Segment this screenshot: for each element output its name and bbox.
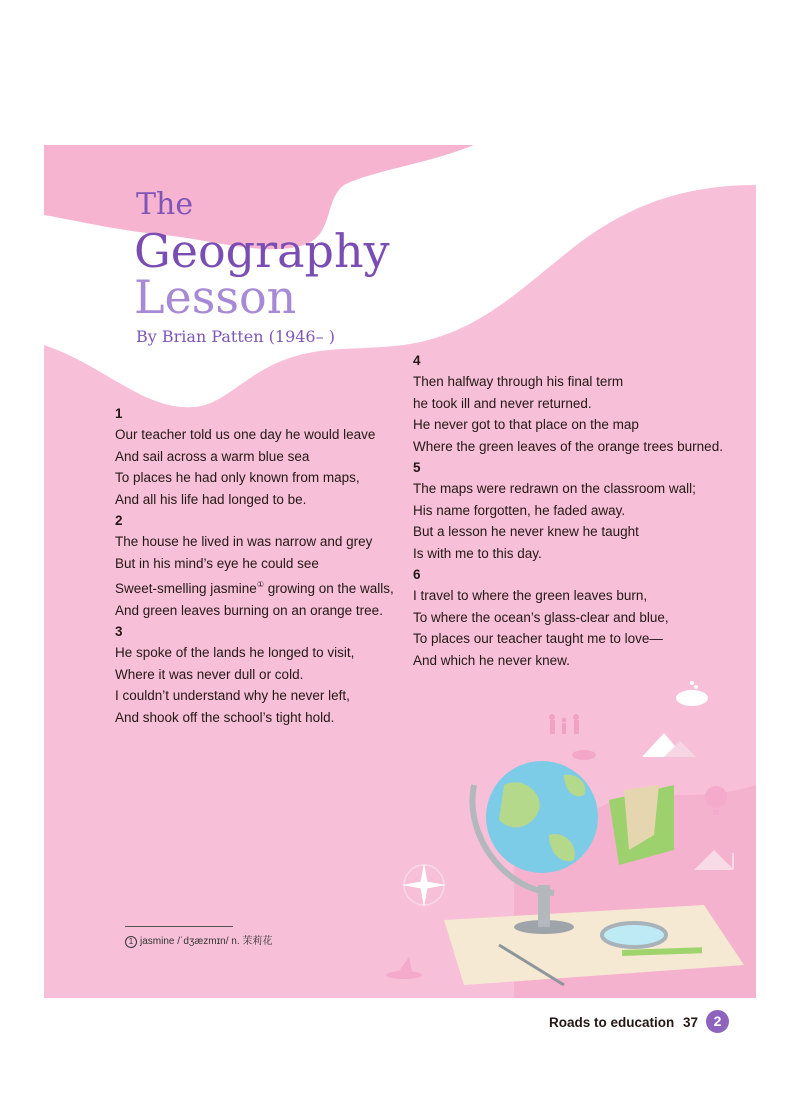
poem-line: He spoke of the lands he longed to visit, — [115, 645, 355, 661]
poem-line: he took ill and never returned. — [413, 395, 592, 411]
poem-line: Where the green leaves of the orange trees burned. — [413, 438, 723, 454]
poem-line-tail: growing on the walls, — [263, 581, 394, 597]
stanza-number: 4 — [413, 353, 421, 368]
poem-line: But a lesson he never knew he taught — [413, 524, 639, 540]
footnote-marker: ① — [256, 580, 264, 590]
poem-line: And all his life had longed to be. — [115, 491, 307, 507]
poem-column-left — [115, 403, 415, 728]
stanza-number: 6 — [413, 567, 421, 583]
magnifier-icon — [602, 923, 666, 947]
footnote-number: 1 — [125, 936, 137, 948]
poem-column-right — [413, 350, 753, 671]
poem-line: And sail across a warm blue sea — [115, 448, 310, 464]
poem-line-head: Sweet-smelling jasmine — [115, 581, 257, 597]
poem-line: The maps were redrawn on the classroom wall; — [413, 481, 696, 497]
section-title: Roads to education — [549, 1015, 675, 1030]
poem-line: I travel to where the green leaves burn, — [413, 588, 648, 604]
stanza-number: 3 — [115, 624, 123, 640]
poem-line: Is with me to this day. — [413, 545, 542, 561]
footnote-divider — [125, 926, 233, 927]
stanza-number: 5 — [413, 460, 421, 476]
poem-line: He never got to that place on the map — [413, 417, 639, 433]
poem-line: And shook off the school’s tight hold. — [115, 709, 335, 725]
poem-line: The house he lived in was narrow and grey — [115, 534, 373, 550]
title-lesson: Lesson — [134, 270, 297, 324]
cloud-icon — [572, 750, 596, 760]
footnote-text: jasmine /ˈdʒæzmɪn/ n. 茉莉花 — [140, 936, 273, 947]
poem-line: Our teacher told us one day he would leave — [115, 427, 376, 443]
poem-line: Where it was never dull or cold. — [115, 666, 304, 682]
stanza-number: 1 — [115, 406, 123, 421]
poem-line: To where the ocean’s glass-clear and blue, — [413, 609, 669, 625]
poem-line: I couldn’t understand why he never left, — [115, 688, 350, 704]
poem-line: And which he never knew. — [413, 652, 570, 668]
title-geography: Geography — [134, 224, 390, 278]
poem-line: To places he had only known from maps, — [115, 470, 360, 486]
poem-line: His name forgotten, he faded away. — [413, 502, 626, 518]
stanza-number: 2 — [115, 513, 123, 529]
poem-line: But in his mind’s eye he could see — [115, 555, 319, 571]
poem-line: And green leaves burning on an orange tree. — [115, 602, 383, 618]
poem-line — [115, 574, 415, 599]
footnote — [125, 932, 272, 948]
poem-line: Then halfway through his final term — [413, 374, 624, 390]
author-byline: By Brian Patten (1946– ) — [136, 327, 335, 346]
unit-badge: 2 — [706, 1010, 729, 1033]
title-the: The — [136, 187, 194, 222]
page-number: 37 — [683, 1015, 699, 1030]
poem-line: To places our teacher taught me to love— — [413, 631, 663, 647]
